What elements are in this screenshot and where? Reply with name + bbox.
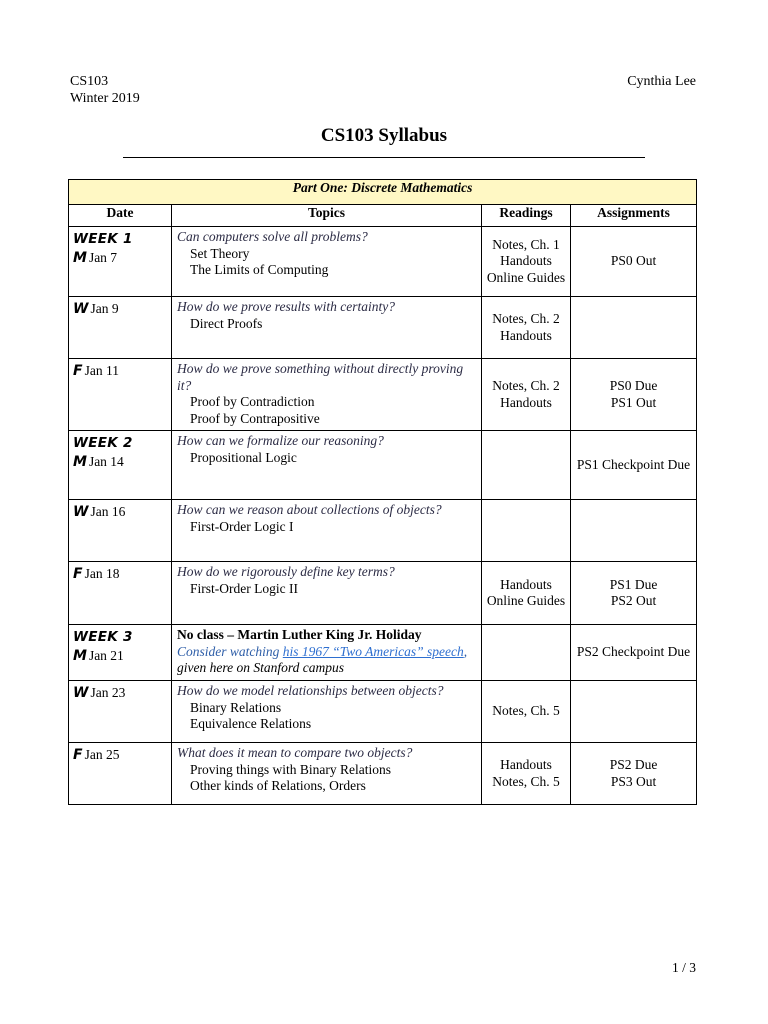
date-text: Jan 25 (84, 747, 120, 762)
date-cell (69, 431, 172, 500)
day-letter: W (73, 685, 89, 701)
topic-question: How do we model relationships between objects? (177, 683, 444, 698)
holiday-note-suffix: , (463, 643, 468, 659)
reading-item: Handouts (500, 394, 552, 410)
topics-cell (172, 625, 482, 681)
readings-cell (482, 227, 571, 297)
readings-cell (482, 743, 571, 805)
reading-item: Online Guides (486, 269, 566, 285)
assignment-item: PS3 Out (610, 773, 657, 789)
day-letter: W (73, 301, 89, 317)
date-line (73, 648, 167, 664)
assignments-cell (571, 500, 697, 562)
date-text: Jan 9 (90, 301, 119, 316)
topic-item: Propositional Logic (190, 449, 297, 465)
holiday-note-prefix: Consider watching (177, 643, 283, 659)
table-row (69, 297, 697, 359)
title-divider (123, 157, 645, 158)
instructor-name: Cynthia Lee (627, 74, 696, 89)
column-header-row (69, 205, 697, 227)
column-header-topics: Topics (172, 205, 482, 227)
course-code: CS103 (70, 74, 109, 89)
holiday-note-after: given here on Stanford campus (177, 660, 344, 675)
reading-item: Notes, Ch. 5 (492, 773, 560, 789)
date-cell (69, 743, 172, 805)
date-line (73, 250, 167, 266)
date-text: Jan 23 (90, 685, 126, 700)
assignments-cell (571, 431, 697, 500)
column-header-date: Date (69, 205, 172, 227)
date-cell (69, 500, 172, 562)
reading-item: Notes, Ch. 2 (492, 311, 560, 326)
topics-cell (172, 297, 482, 359)
assignments-cell (571, 743, 697, 805)
week-label: WEEK 2 (73, 435, 133, 451)
table-row (69, 743, 697, 805)
assignment-item: PS2 Out (610, 593, 657, 608)
topic-item: Other kinds of Relations, Orders (190, 778, 366, 793)
day-letter: F (73, 363, 83, 379)
reading-item: Notes, Ch. 2 (492, 378, 560, 393)
date-cell (69, 227, 172, 297)
table-row (69, 625, 697, 681)
topic-question: How do we rigorously define key terms? (177, 564, 395, 579)
assignments-cell (571, 227, 697, 297)
table-row (69, 681, 697, 743)
date-cell (69, 625, 172, 681)
assignment-item: PS2 Checkpoint Due (576, 644, 691, 660)
assignments-cell (571, 562, 697, 625)
readings-cell (482, 681, 571, 743)
readings-cell (482, 562, 571, 625)
page-title: CS103 Syllabus (320, 125, 448, 146)
page-number: 1 / 3 (671, 960, 696, 975)
part-title-row (69, 180, 697, 205)
day-letter: M (73, 648, 87, 664)
date-text: Jan 18 (84, 566, 120, 581)
reading-item: Handouts (500, 576, 552, 592)
assignment-item: PS1 Checkpoint Due (576, 456, 691, 472)
syllabus-table (68, 179, 697, 805)
reading-item: Notes, Ch. 5 (492, 703, 560, 719)
date-cell (69, 681, 172, 743)
assignment-item: PS1 Out (610, 394, 657, 410)
topic-item: Proof by Contrapositive (190, 410, 320, 426)
speech-link[interactable]: his 1967 “Two Americas” speech (282, 643, 464, 659)
topic-item: The Limits of Computing (190, 262, 329, 277)
topic-item: First-Order Logic I (190, 518, 294, 534)
assignments-cell (571, 625, 697, 681)
date-line (73, 301, 167, 317)
week-label: WEEK 1 (73, 231, 133, 247)
reading-item: Online Guides (486, 593, 566, 608)
readings-cell (482, 359, 571, 431)
column-header-readings: Readings (482, 205, 571, 227)
topic-question: What does it mean to compare two objects? (177, 745, 413, 760)
topics-cell (172, 743, 482, 805)
date-text: Jan 14 (88, 454, 124, 469)
date-line (73, 454, 167, 470)
table-row (69, 562, 697, 625)
column-header-assignments: Assignments (571, 205, 697, 227)
reading-item: Handouts (500, 757, 552, 772)
topics-cell (172, 500, 482, 562)
date-text: Jan 7 (88, 250, 118, 265)
table-row (69, 431, 697, 500)
date-text: Jan 16 (90, 504, 126, 519)
part-title: Part One: Discrete Mathematics (69, 180, 697, 205)
topics-cell (172, 359, 482, 431)
holiday-note (177, 644, 476, 661)
date-cell (69, 562, 172, 625)
table-row (69, 359, 697, 431)
topics-cell (172, 562, 482, 625)
date-line (73, 504, 167, 520)
topic-question: How do we prove results with certainty? (177, 299, 395, 314)
assignments-cell (571, 297, 697, 359)
week-label: WEEK 3 (73, 629, 133, 645)
day-letter: F (73, 566, 83, 582)
day-letter: F (73, 747, 83, 763)
readings-cell (482, 431, 571, 500)
date-cell (69, 297, 172, 359)
course-header (70, 73, 140, 107)
readings-cell (482, 500, 571, 562)
topic-item: Direct Proofs (190, 315, 263, 331)
table-row (69, 500, 697, 562)
date-line (73, 363, 167, 379)
topic-item: Equivalence Relations (190, 716, 312, 731)
topic-item: Binary Relations (190, 699, 282, 715)
assignment-item: PS2 Due (609, 757, 658, 772)
assignments-cell (571, 359, 697, 431)
topics-cell (172, 681, 482, 743)
reading-item: Handouts (500, 253, 552, 269)
day-letter: W (73, 504, 89, 520)
reading-item: Notes, Ch. 1 (492, 236, 560, 252)
assignment-item: PS1 Due (609, 576, 658, 592)
readings-cell (482, 297, 571, 359)
topic-item: Proving things with Binary Relations (190, 761, 391, 777)
day-letter: M (73, 250, 87, 266)
readings-cell (482, 625, 571, 681)
topic-item: Proof by Contradiction (190, 394, 315, 409)
topic-item: Set Theory (190, 245, 250, 261)
date-line (73, 685, 167, 701)
table-row (69, 227, 697, 297)
holiday-title: No class – Martin Luther King Jr. Holiday (177, 627, 422, 642)
topic-item: First-Order Logic II (190, 580, 298, 596)
topic-question: Can computers solve all problems? (177, 229, 368, 244)
date-cell (69, 359, 172, 431)
topics-cell (172, 227, 482, 297)
assignments-cell (571, 681, 697, 743)
assignment-item: PS0 Out (610, 253, 657, 269)
topic-question: How can we reason about collections of objects? (177, 502, 442, 517)
date-line (73, 747, 167, 763)
reading-item: Handouts (500, 327, 552, 343)
topics-cell (172, 431, 482, 500)
date-text: Jan 21 (88, 648, 124, 663)
assignment-item: PS0 Due (609, 378, 658, 393)
topic-question: How do we prove something without directly proving it? (177, 361, 464, 393)
day-letter: M (73, 454, 87, 470)
topic-question: How can we formalize our reasoning? (177, 433, 384, 448)
course-term: Winter 2019 (70, 91, 140, 106)
date-line (73, 566, 167, 582)
date-text: Jan 11 (84, 363, 119, 378)
